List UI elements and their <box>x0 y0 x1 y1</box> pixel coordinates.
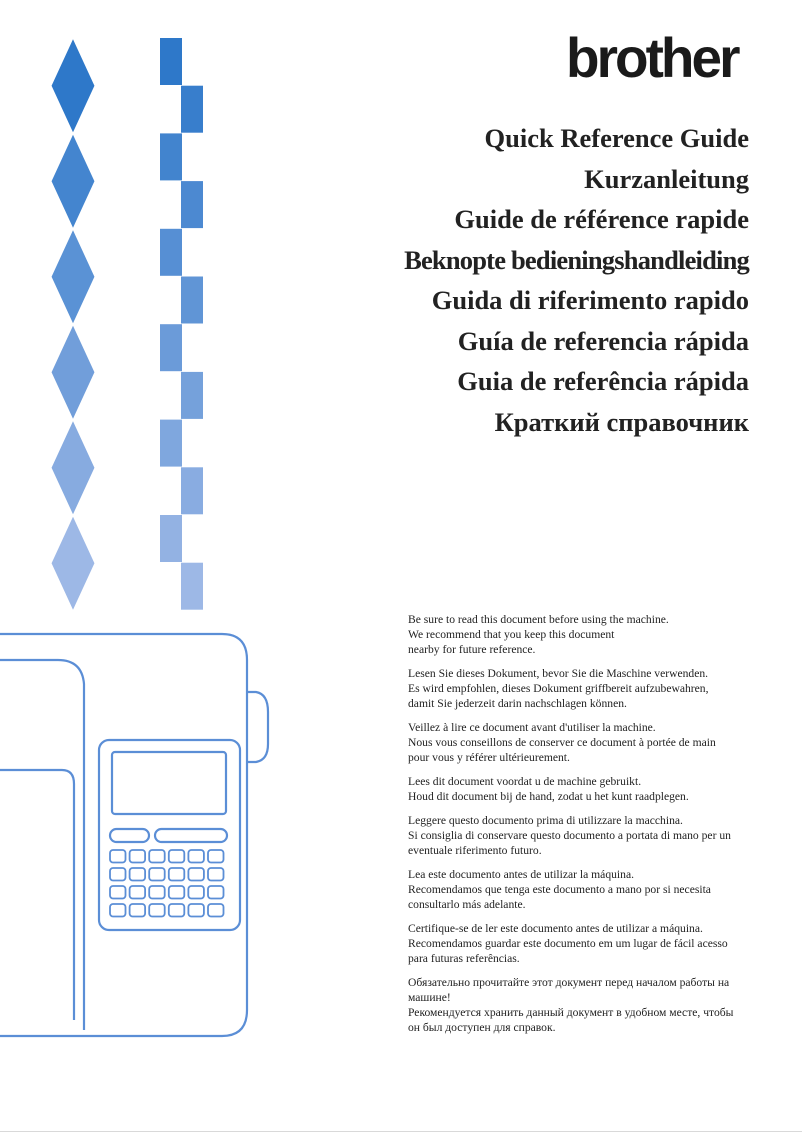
notice-paragraph <box>408 720 758 765</box>
notice-paragraph <box>408 666 758 711</box>
checker-block <box>181 181 203 228</box>
keypad-key-outline <box>130 868 146 881</box>
checker-block <box>181 467 203 514</box>
notice-line: para futuras referências. <box>408 952 520 965</box>
checker-block <box>181 563 203 610</box>
checker-block <box>160 420 182 467</box>
notice-paragraph <box>408 612 758 657</box>
keypad-key-outline <box>149 886 165 899</box>
notice-line: We recommend that you keep this document <box>408 628 615 641</box>
keypad-key-outline <box>208 886 224 899</box>
keypad-key-outline <box>130 850 146 863</box>
keypad-key-outline <box>169 850 185 863</box>
checker-block <box>181 277 203 324</box>
notice-text <box>408 612 758 1044</box>
guide-title: Guida di riferimento rapido <box>431 285 749 315</box>
guide-title: Kurzanleitung <box>584 163 749 194</box>
notice-paragraph <box>408 867 758 912</box>
notice-line: eventuale riferimento futuro. <box>408 844 542 857</box>
guide-title: Beknopte bedieningshandleiding <box>404 244 749 275</box>
notice-line: он был доступен для справок. <box>408 1021 556 1034</box>
checker-column <box>160 38 203 610</box>
keypad-key-outline <box>208 904 224 917</box>
guide-title: Guide de référence rapide <box>454 204 749 234</box>
notice-line: consultarlo más adelante. <box>408 898 526 911</box>
guide-title: Quick Reference Guide <box>484 123 749 153</box>
keypad-key-outline <box>188 904 204 917</box>
notice-line: nearby for future reference. <box>408 643 536 656</box>
keypad-key-outline <box>149 850 165 863</box>
keypad-key-outline <box>110 850 126 863</box>
notice-line: Es wird empfohlen, dieses Dokument griffbereit aufzubewahren, <box>408 682 709 695</box>
diamond-column <box>51 38 95 611</box>
diamond-shape <box>51 134 95 230</box>
notice-paragraph <box>408 975 758 1035</box>
diamond-shape <box>51 229 95 325</box>
checker-block <box>181 86 203 133</box>
notice-line: Рекомендуется хранить данный документ в удобном месте, чтобы <box>408 1006 734 1019</box>
checker-block <box>160 133 182 180</box>
sewing-machine-illustration <box>0 634 268 1036</box>
page-bottom-rule <box>0 1131 802 1132</box>
notice-paragraph <box>408 921 758 966</box>
notice-paragraph <box>408 774 758 804</box>
keypad-key-outline <box>188 868 204 881</box>
notice-line: Обязательно прочитайте этот документ перед началом работы на <box>408 976 730 989</box>
checker-block <box>160 38 182 85</box>
notice-line: Recomendamos guardar este documento em um lugar de fácil acesso <box>408 937 728 950</box>
keypad-key-outline <box>169 868 185 881</box>
notice-line: Leggere questo documento prima di utilizzare la macchina. <box>408 814 683 827</box>
guide-title: Guía de referencia rápida <box>457 325 749 356</box>
panel-key-outline <box>155 829 227 842</box>
checker-block <box>181 372 203 419</box>
notice-line: Recomendamos que tenga este documento a mano por si necesita <box>408 883 711 896</box>
checker-block <box>160 229 182 276</box>
diamond-shape <box>51 38 95 134</box>
notice-line: Lees dit document voordat u de machine gebruikt. <box>408 775 642 788</box>
notice-line: Certifique-se de ler este documento antes de utilizar a máquina. <box>408 922 703 935</box>
notice-line: машине! <box>408 991 451 1004</box>
checker-block <box>160 324 182 371</box>
notice-line: Si consiglia di conservare questo documento a portata di mano per un <box>408 829 731 842</box>
guide-title: Guia de referência rápida <box>457 366 749 396</box>
keypad-key-outline <box>110 886 126 899</box>
notice-line: Nous vous conseillons de conserver ce document à portée de main <box>408 736 716 749</box>
title-list <box>404 118 749 442</box>
handwheel-outline <box>247 692 268 762</box>
guide-title: Краткий справочник <box>494 406 749 437</box>
control-panel-outline <box>99 740 240 930</box>
keypad-key-outline <box>110 904 126 917</box>
diamond-shape <box>51 420 95 516</box>
notice-line: Be sure to read this document before using the machine. <box>408 613 669 626</box>
notice-line: Houd dit document bij de hand, zodat u het kunt raadplegen. <box>408 790 689 803</box>
keypad-key-outline <box>169 904 185 917</box>
notice-line: Lea este documento antes de utilizar la máquina. <box>408 868 634 881</box>
notice-line: Lesen Sie dieses Dokument, bevor Sie die Maschine verwenden. <box>408 667 709 680</box>
machine-arm-outline <box>0 660 84 1030</box>
panel-key-outline <box>110 829 149 842</box>
machine-front-outline <box>0 770 74 1020</box>
keypad-key-outline <box>130 886 146 899</box>
keypad-key-outline <box>188 886 204 899</box>
diamond-shape <box>51 516 95 612</box>
diamond-shape <box>51 325 95 421</box>
notice-line: damit Sie jederzeit darin nachschlagen können. <box>408 697 627 710</box>
notice-line: Veillez à lire ce document avant d'utiliser la machine. <box>408 721 656 734</box>
keypad-key-outline <box>110 868 126 881</box>
keypad-key-outline <box>130 904 146 917</box>
keypad-key-outline <box>149 868 165 881</box>
keypad-key-outline <box>149 904 165 917</box>
brother-logo: brother <box>566 26 738 89</box>
lcd-screen-outline <box>112 752 226 814</box>
notice-line: pour vous y référer ultérieurement. <box>408 751 570 764</box>
machine-head-outline <box>0 634 247 1036</box>
keypad-key-outline <box>208 850 224 863</box>
checker-block <box>160 515 182 562</box>
keypad-key-outline <box>169 886 185 899</box>
notice-paragraph <box>408 813 758 858</box>
keypad-key-outline <box>188 850 204 863</box>
keypad-key-outline <box>208 868 224 881</box>
